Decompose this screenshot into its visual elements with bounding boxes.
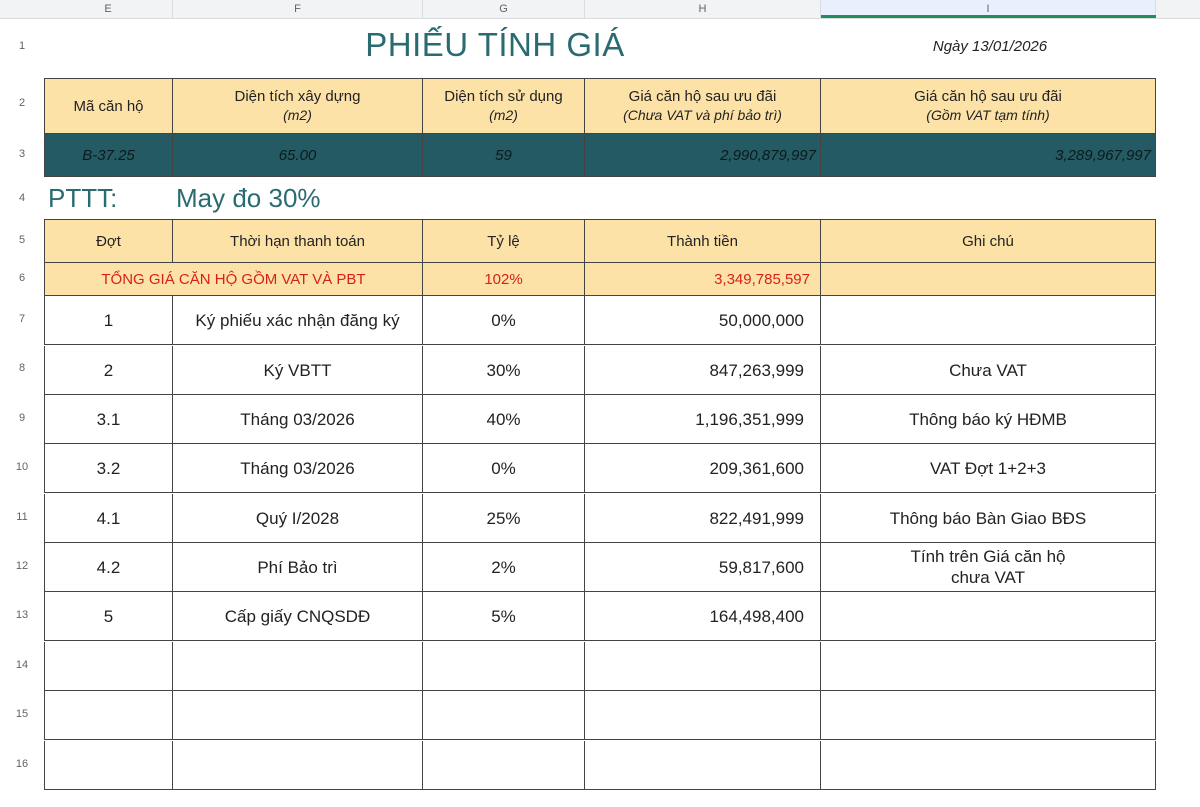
term-text: Ký phiếu xác nhận đăng ký <box>195 310 400 330</box>
row-header[interactable]: 2 <box>18 97 26 109</box>
cell-used-area-header[interactable] <box>423 78 585 134</box>
pttt-value: May đo 30% <box>176 183 321 213</box>
ratio-text: 2% <box>491 557 516 577</box>
ratio-text: 0% <box>491 458 516 478</box>
header-note[interactable]: Ghi chú <box>821 219 1156 263</box>
cell-stage[interactable] <box>44 642 173 691</box>
stage-text: 4.2 <box>96 557 121 577</box>
row-header[interactable]: 1 <box>18 40 26 52</box>
price-excl-note-label: (Chưa VAT và phí bảo trì) <box>623 107 782 123</box>
cell-ratio[interactable] <box>423 691 585 740</box>
code-header-label: Mã căn hộ <box>73 97 144 115</box>
cell-built-area-header[interactable] <box>173 78 423 134</box>
header-ratio[interactable]: Tỷ lệ <box>423 219 585 263</box>
row-header[interactable]: 14 <box>15 659 29 671</box>
cell-ratio[interactable] <box>423 494 585 543</box>
built-area-header-label: Diện tích xây dựng <box>234 88 361 105</box>
stage-text: 4.1 <box>96 508 121 528</box>
cell-amount[interactable] <box>585 691 821 740</box>
cell-amount[interactable] <box>585 395 821 444</box>
cell-ratio[interactable] <box>423 543 585 592</box>
ratio-text: 0% <box>491 310 516 330</box>
stage-text: 5 <box>103 606 114 626</box>
row-header[interactable]: 11 <box>16 511 28 523</box>
term-text: Tháng 03/2026 <box>240 458 355 478</box>
row-header[interactable]: 10 <box>15 461 29 473</box>
cell-term[interactable] <box>173 543 423 592</box>
cell-stage[interactable] <box>44 741 173 790</box>
document-date: Ngày 13/01/2026 <box>932 38 1048 55</box>
cell-amount[interactable] <box>585 346 821 395</box>
cell-note[interactable] <box>821 642 1156 691</box>
header-stage[interactable]: Đợt <box>44 219 173 263</box>
row-header[interactable]: 5 <box>18 234 26 246</box>
note-text: Chưa VAT <box>949 360 1027 380</box>
row-header[interactable]: 13 <box>15 609 29 621</box>
cell-term[interactable] <box>173 691 423 740</box>
cell-built-area-value[interactable]: 65.00 <box>173 134 423 177</box>
ratio-text: 30% <box>486 360 521 380</box>
cell-stage[interactable] <box>44 691 173 740</box>
cell-amount[interactable] <box>585 642 821 691</box>
cell-ratio[interactable] <box>423 346 585 395</box>
page-title: PHIẾU TÍNH GIÁ <box>365 26 625 63</box>
row-header[interactable]: 16 <box>15 758 29 770</box>
total-label[interactable]: TỔNG GIÁ CĂN HỘ GỒM VAT VÀ PBT <box>44 263 423 296</box>
column-header-f[interactable]: F <box>173 0 423 18</box>
row-header[interactable]: 15 <box>15 708 29 720</box>
used-area-header-label: Diện tích sử dụng <box>444 88 563 105</box>
cell-note[interactable] <box>821 543 1156 592</box>
ratio-text: 25% <box>486 508 521 528</box>
term-text: Quý I/2028 <box>255 508 340 528</box>
total-amount[interactable]: 3,349,785,597 <box>585 263 821 296</box>
cell-note[interactable] <box>821 494 1156 543</box>
price-incl-note-label: (Gồm VAT tạm tính) <box>926 107 1050 123</box>
cell-note[interactable] <box>821 296 1156 345</box>
amount-text: 209,361,600 <box>709 458 804 478</box>
cell-term[interactable] <box>173 592 423 641</box>
cell-term[interactable] <box>173 296 423 345</box>
cell-ratio[interactable] <box>423 592 585 641</box>
stage-text: 1 <box>103 310 114 330</box>
note-text: VAT Đợt 1+2+3 <box>929 458 1047 478</box>
cell-term[interactable] <box>173 741 423 790</box>
cell-term[interactable] <box>173 395 423 444</box>
ratio-text: 5% <box>491 606 516 626</box>
column-header-g[interactable]: G <box>423 0 585 18</box>
column-selection-indicator <box>821 15 1156 18</box>
cell-note[interactable] <box>821 741 1156 790</box>
term-text: Phí Bảo trì <box>257 557 338 577</box>
used-area-unit-label: (m2) <box>489 107 518 123</box>
stage-text: 2 <box>103 360 114 380</box>
total-note[interactable] <box>821 263 1156 296</box>
cell-stage[interactable] <box>44 543 173 592</box>
cell-ratio[interactable] <box>423 642 585 691</box>
term-text: Ký VBTT <box>263 360 332 380</box>
cell-amount[interactable] <box>585 494 821 543</box>
cell-code-header[interactable] <box>44 78 173 134</box>
cell-ratio[interactable] <box>423 395 585 444</box>
ratio-text: 40% <box>486 409 521 429</box>
cell-note[interactable] <box>821 346 1156 395</box>
note-text: Thông báo Bàn Giao BĐS <box>889 508 1087 528</box>
column-header-i[interactable]: I <box>821 0 1156 18</box>
header-amount[interactable]: Thành tiền <box>585 219 821 263</box>
amount-text: 1,196,351,999 <box>695 409 804 429</box>
amount-text: 164,498,400 <box>709 606 804 626</box>
row-header[interactable]: 12 <box>15 560 29 572</box>
column-header-e[interactable]: E <box>44 0 173 18</box>
term-text: Cấp giấy CNQSDĐ <box>224 606 371 626</box>
total-ratio[interactable]: 102% <box>423 263 585 296</box>
cell-amount[interactable] <box>585 592 821 641</box>
row-header[interactable]: 3 <box>18 148 26 160</box>
cell-ratio[interactable] <box>423 296 585 345</box>
amount-text: 847,263,999 <box>709 360 804 380</box>
cell-term[interactable] <box>173 642 423 691</box>
cell-stage[interactable] <box>44 346 173 395</box>
row-header[interactable]: 4 <box>18 192 26 204</box>
cell-term[interactable] <box>173 494 423 543</box>
cell-note[interactable] <box>821 444 1156 493</box>
note-text: Tính trên Giá căn hộ chưa VAT <box>910 547 1066 587</box>
cell-price-incl-header[interactable] <box>821 78 1156 134</box>
cell-stage[interactable] <box>44 494 173 543</box>
cell-amount[interactable] <box>585 543 821 592</box>
cell-price-incl-value[interactable]: 3,289,967,997 <box>821 134 1156 177</box>
amount-text: 59,817,600 <box>718 557 804 577</box>
cell-amount[interactable] <box>585 444 821 493</box>
stage-text: 3.2 <box>96 458 121 478</box>
price-excl-header-label: Giá căn hộ sau ưu đãi <box>628 88 777 105</box>
amount-text: 822,491,999 <box>709 508 804 528</box>
row-header[interactable]: 8 <box>18 362 26 374</box>
row-header[interactable]: 9 <box>18 412 26 424</box>
cell-ratio[interactable] <box>423 444 585 493</box>
cell-term[interactable] <box>173 444 423 493</box>
cell-used-area-value[interactable]: 59 <box>423 134 585 177</box>
cell-price-excl-value[interactable]: 2,990,879,997 <box>585 134 821 177</box>
amount-text: 50,000,000 <box>718 310 804 330</box>
cell-term[interactable] <box>173 346 423 395</box>
row-header[interactable]: 6 <box>18 272 26 284</box>
cell-amount[interactable] <box>585 741 821 790</box>
cell-stage[interactable] <box>44 296 173 345</box>
cell-note[interactable] <box>821 395 1156 444</box>
cell-stage[interactable] <box>44 592 173 641</box>
cell-stage[interactable] <box>44 395 173 444</box>
cell-code-value[interactable]: B-37.25 <box>44 134 173 177</box>
cell-amount[interactable] <box>585 296 821 345</box>
cell-note[interactable] <box>821 691 1156 740</box>
cell-stage[interactable] <box>44 444 173 493</box>
cell-note[interactable] <box>821 592 1156 641</box>
pttt-label: PTTT: <box>48 183 118 213</box>
cell-price-excl-header[interactable] <box>585 78 821 134</box>
term-text: Tháng 03/2026 <box>240 409 355 429</box>
column-header-h[interactable]: H <box>585 0 821 18</box>
header-term[interactable]: Thời hạn thanh toán <box>173 219 423 263</box>
cell-ratio[interactable] <box>423 741 585 790</box>
price-incl-header-label: Giá căn hộ sau ưu đãi <box>914 88 1062 105</box>
built-area-unit-label: (m2) <box>283 107 312 123</box>
note-text: Thông báo ký HĐMB <box>909 409 1067 429</box>
row-header[interactable]: 7 <box>18 313 26 325</box>
stage-text: 3.1 <box>96 409 121 429</box>
